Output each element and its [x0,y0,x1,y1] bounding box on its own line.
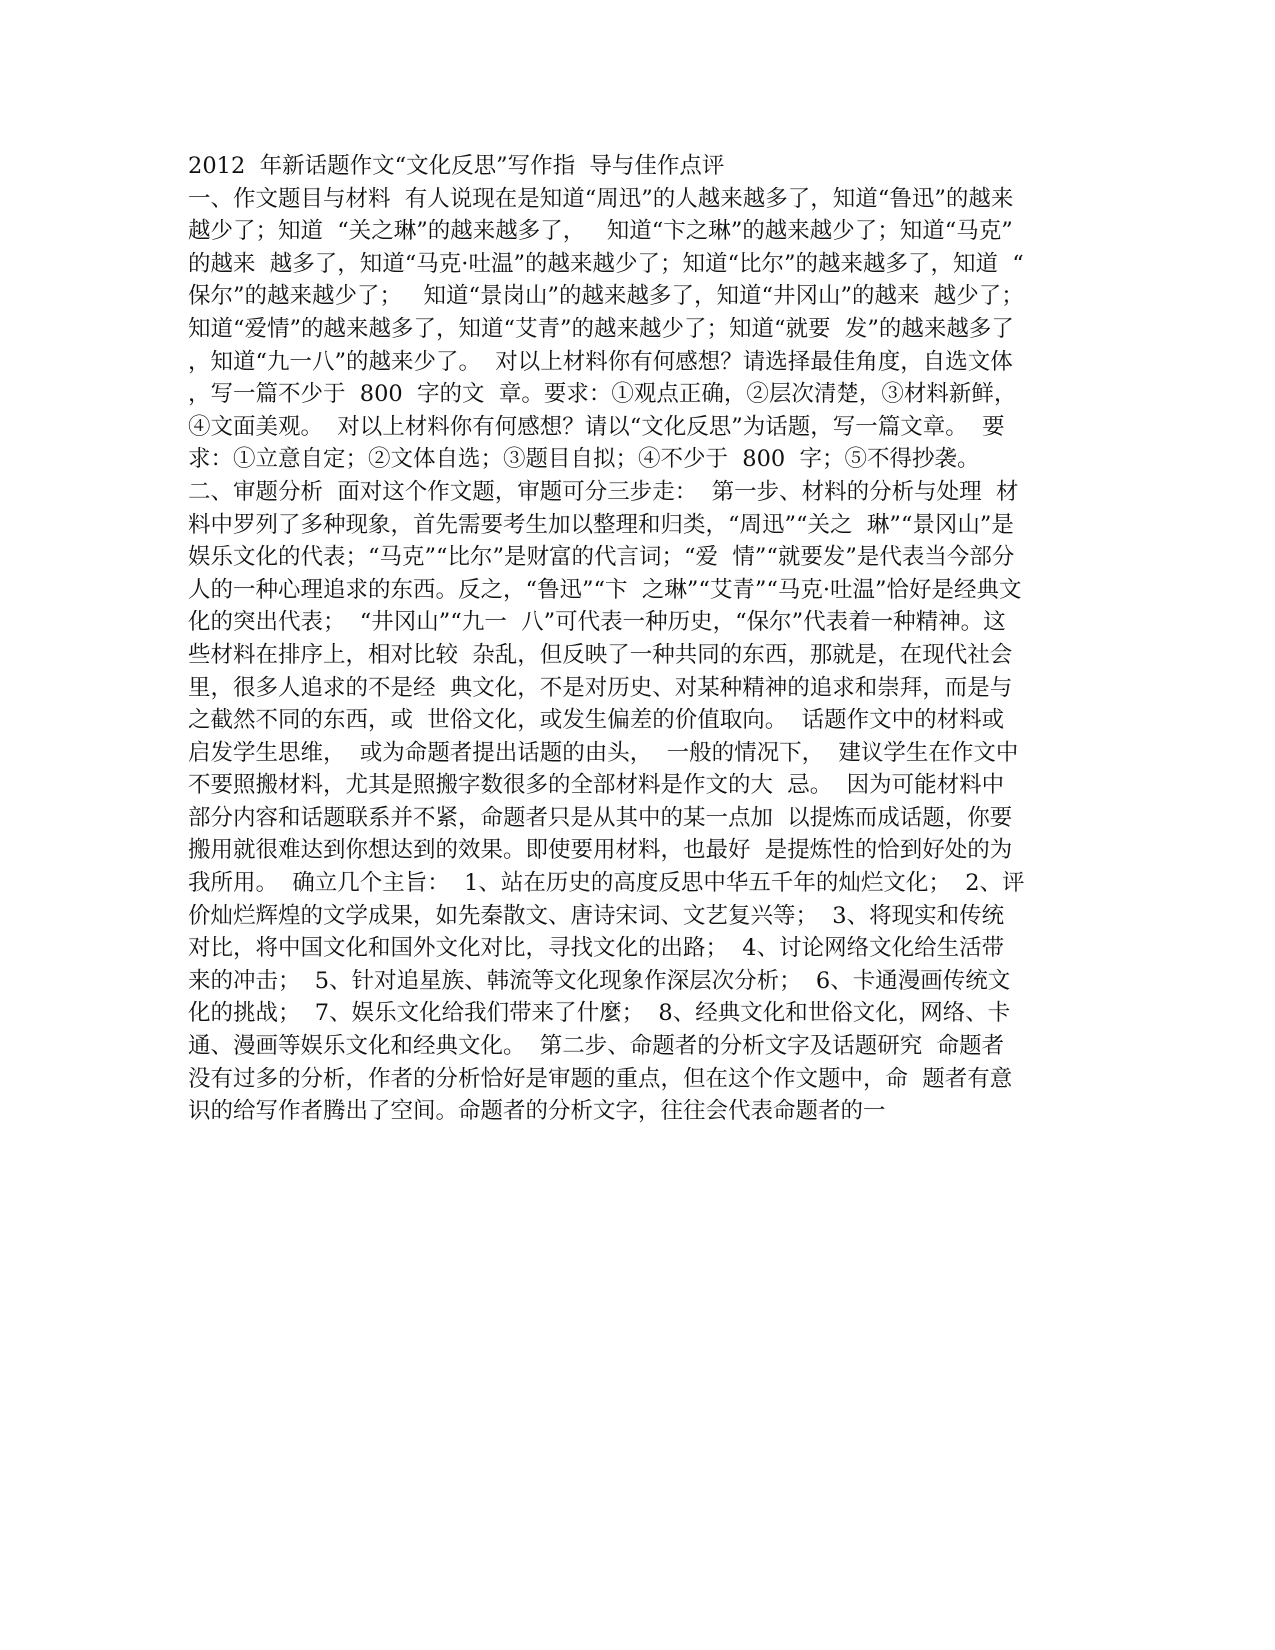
text-line: 价灿烂辉煌的文学成果，如先秦散文、唐诗宋词、文艺复兴等； 3、将现实和传统 [188,902,1005,929]
text-line: 化的挑战； 7、娱乐文化给我们带来了什麼； 8、经典文化和世俗文化，网络、卡 [188,1000,1011,1027]
text-line: 通、漫画等娱乐文化和经典文化。 第二步、命题者的分析文字及话题研究 命题者 [188,1033,1005,1060]
text-line: 里，很多人追求的不是经 典文化，不是对历史、对某种精神的追求和崇拜，而是与 [188,674,1013,701]
text-line: 搬用就很难达到你想达到的效果。即使要用材料，也最好 是提炼性的恰到好处的为 [188,837,1013,864]
text-line: 启发学生思维， 或为命题者提出话题的由头， 一般的情况下， 建议学生在作文中 [188,739,1019,766]
text-line: ，写一篇不少于 800 字的文 章。要求：①观点正确，②层次清楚，③材料新鲜， [188,381,1017,408]
body-text [188,150,1088,1128]
text-line: 不要照搬材料，尤其是照搬字数很多的全部材料是作文的大 忌。 因为可能材料中 [188,772,1005,799]
text-line: 没有过多的分析，作者的分析恰好是审题的重点，但在这个作文题中，命 题者有意 [188,1065,1013,1092]
text-line: 部分内容和话题联系并不紧，命题者只是从其中的某一点加 以提炼而成话题，你要 [188,804,1013,831]
text-line: 越少了；知道 “关之琳”的越来越多了， 知道“卞之琳”的越来越少了；知道“马克” [188,218,1013,245]
text-line: 我所用。 确立几个主旨： 1、站在历史的高度反思中华五千年的灿烂文化； 2、评 [188,870,1025,897]
text-line: ，知道“九一八”的越来少了。 对以上材料你有何感想？请选择最佳角度，自选文体 [188,348,1013,375]
text-line: 保尔”的越来越少了； 知道“景岗山”的越来越多了，知道“井冈山”的越来 越少了； [188,283,1024,310]
text-line: 的越来 越多了，知道“马克·吐温”的越来越少了；知道“比尔”的越来越多了，知道 “ [188,250,1024,277]
text-line: 一、作文题目与材料 有人说现在是知道“周迅”的人越来越多了，知道“鲁迅”的越来 [188,185,1014,212]
text-line: 二、审题分析 面对这个作文题，审题可分三步走： 第一步、材料的分析与处理 材 [188,478,1019,505]
text-line: ④文面美观。 对以上材料你有何感想？请以“文化反思”为话题，写一篇文章。 要 [188,413,1005,440]
text-line: 求：①立意自定；②文体自选；③题目自拟；④不少于 800 字；⑤不得抄袭。 [188,446,980,473]
text-line: 知道“爱情”的越来越多了，知道“艾青”的越来越少了；知道“就要 发”的越来越多了 [188,315,1014,342]
text-line: 人的一种心理追求的东西。反之，“鲁迅”“卞 之琳”“艾青”“马克·吐温”恰好是经典文 [188,576,1022,603]
text-line: 识的给写作者腾出了空间。命题者的分析文字，往往会代表命题者的一 [188,1098,886,1125]
text-line: 对比，将中国文化和国外文化对比，寻找文化的出路； 4、讨论网络文化给生活带 [188,935,1005,962]
title-line: 2012 年新话题作文“文化反思”写作指 导与佳作点评 [188,153,725,179]
text-line: 料中罗列了多种现象，首先需要考生加以整理和归类，“周迅”“关之 琳”“景冈山”是 [188,511,1014,538]
text-line: 娱乐文化的代表；“马克”“比尔”是财富的代言词；“爱 情”“就要发”是代表当今部分 [188,544,1015,571]
text-line: 化的突出代表； “井冈山”“九一 八”可代表一种历史，“保尔”代表着一种精神。这 [188,609,1006,636]
text-line: 些材料在排序上，相对比较 杂乱，但反映了一种共同的东西，那就是，在现代社会 [188,641,1013,668]
text-line: 之截然不同的东西，或 世俗文化，或发生偏差的价值取向。 话题作文中的材料或 [188,707,1005,734]
text-line: 来的冲击； 5、针对追星族、韩流等文化现象作深层次分析； 6、卡通漫画传统文 [188,967,1011,994]
